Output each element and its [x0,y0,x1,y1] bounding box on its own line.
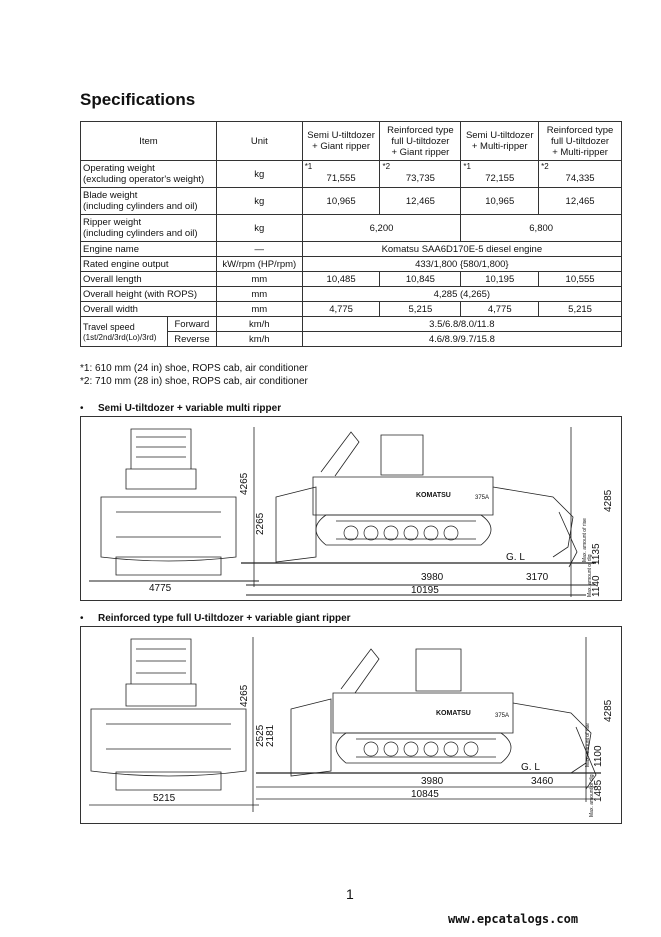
unit-overall-height: mm [216,287,302,302]
unit-forward: km/h [216,317,302,332]
header-col-2: Reinforced type full U-tiltdozer + Giant ripper [380,122,461,161]
cell-blade-3: 10,965 [461,188,539,215]
dim-height-1: 4265 [239,472,250,495]
cell-ripper-2: 6,800 [461,215,622,242]
cell-op-1: *1 71,555 [302,161,380,188]
cell-width-4: 5,215 [539,302,622,317]
brand-logo-1: KOMATSU [416,492,451,499]
row-ripper-weight [81,215,622,242]
dim-blade-2: 2525 [255,724,266,747]
unit-reverse: km/h [216,332,302,347]
dim-height2-2: 4285 [603,699,614,722]
unit-blade-weight: kg [216,188,302,215]
dim-rear-2: 3460 [531,776,554,787]
label-gl-1: G. L [506,552,525,563]
cell-reverse: 4.6/8.9/9.7/15.8 [302,332,621,347]
dim-track-1: 3980 [421,572,444,583]
cell-len-3: 10,195 [461,272,539,287]
dim-depth-1: 1140 [591,575,602,597]
label-rise-1: Max. amount of rise [582,518,588,562]
cell-ripper-1: 6,200 [302,215,461,242]
row-operating-weight [81,161,622,188]
dim-width-2: 5215 [153,793,176,804]
cell-overall-height: 4,285 (4,265) [302,287,621,302]
unit-overall-length: mm [216,272,302,287]
cell-op-4: *2 74,335 [539,161,622,188]
cell-rated-output: 433/1,800 {580/1,800} [302,257,621,272]
dim-track-2: 3980 [421,776,444,787]
header-item: Item [81,122,217,161]
unit-rated-output: kW/rpm (HP/rpm) [216,257,302,272]
unit-operating-weight: kg [216,161,302,188]
unit-overall-width: mm [216,302,302,317]
row-overall-height [81,287,622,302]
dim-height-2: 4265 [239,684,250,707]
footnote-1: *1: 610 mm (24 in) shoe, ROPS cab, air conditioner [80,363,308,374]
cell-blade-2: 12,465 [380,188,461,215]
header-row [81,122,622,161]
header-col-3: Semi U-tiltdozer + Multi-ripper [461,122,539,161]
page-title: Specifications [80,90,196,109]
page-number: 1 [346,886,354,902]
footer-url[interactable]: www.epcatalogs.com [448,912,579,926]
model-label-2: 375A [495,713,510,719]
spec-table-body [80,121,622,347]
cell-op-3: *1 72,155 [461,161,539,188]
label-overall-height: Overall height (with ROPS) [81,287,217,302]
label-overall-width: Overall width [81,302,217,317]
label-travel-speed: Travel speed (1st/2nd/3rd(Lo)/3rd) [81,317,168,347]
unit-engine-name: — [216,242,302,257]
brand-logo-2: KOMATSU [436,710,471,717]
drawing-1 [80,416,622,601]
row-travel-forward [81,317,622,332]
cell-forward: 3.5/6.8/8.0/11.8 [302,317,621,332]
dim-rear-1: 3170 [526,572,549,583]
dim-height2-1: 4285 [603,489,614,512]
dim-blade2-2: 2181 [265,724,276,747]
dim-width-1: 4775 [149,583,172,594]
label-operating-weight: Operating weight (excluding operator's weight) [81,161,217,188]
cell-blade-1: 10,965 [302,188,380,215]
label-rise-2: Max. amount of rise [585,723,591,767]
wheels-1 [344,526,458,540]
row-overall-width [81,302,622,317]
section-heading-1: • Semi U-tiltdozer + variable multi ripper [80,403,282,414]
unit-ripper-weight: kg [216,215,302,242]
header-col-1: Semi U-tiltdozer + Giant ripper [302,122,380,161]
dim-depth-2: 1485 [593,779,604,802]
wheels-2 [364,742,478,756]
cell-len-2: 10,845 [380,272,461,287]
row-overall-length [81,272,622,287]
dim-length-1: 10195 [411,585,439,596]
row-engine-name [81,242,622,257]
dim-rise-1: 1135 [591,543,602,565]
row-rated-output [81,257,622,272]
drawing-2 [80,626,622,824]
label-ripper-weight: Ripper weight (including cylinders and oil) [81,215,217,242]
dim-length-2: 10845 [411,789,439,800]
header-col-4: Reinforced type full U-tiltdozer + Multi-ripper [539,122,622,161]
dim-rise-2: 1100 [593,745,604,767]
cell-width-1: 4,775 [302,302,380,317]
cell-width-3: 4,775 [461,302,539,317]
label-reverse: Reverse [167,332,216,347]
footnote-2: *2: 710 mm (28 in) shoe, ROPS cab, air conditioner [80,376,308,387]
footnotes [80,362,308,388]
label-engine-name: Engine name [81,242,217,257]
cell-len-4: 10,555 [539,272,622,287]
dozer-drawing-2 [81,627,621,823]
model-label-1: 375A [475,495,490,501]
label-forward: Forward [167,317,216,332]
label-rated-output: Rated engine output [81,257,217,272]
label-depth-1: Max. amount of dig [587,554,593,597]
label-blade-weight: Blade weight (including cylinders and oil) [81,188,217,215]
row-blade-weight [81,188,622,215]
label-gl-2: G. L [521,762,540,773]
cell-len-1: 10,485 [302,272,380,287]
cell-blade-4: 12,465 [539,188,622,215]
cell-op-2: *2 73,735 [380,161,461,188]
section-heading-2: • Reinforced type full U-tiltdozer + variable giant ripper [80,613,351,624]
label-overall-length: Overall length [81,272,217,287]
dozer-drawing-1 [81,417,621,600]
cell-engine-name: Komatsu SAA6D170E-5 diesel engine [302,242,621,257]
header-unit: Unit [216,122,302,161]
cell-width-2: 5,215 [380,302,461,317]
dim-blade-1: 2265 [255,512,266,535]
label-depth-2: Max. amount of dig [589,774,595,817]
